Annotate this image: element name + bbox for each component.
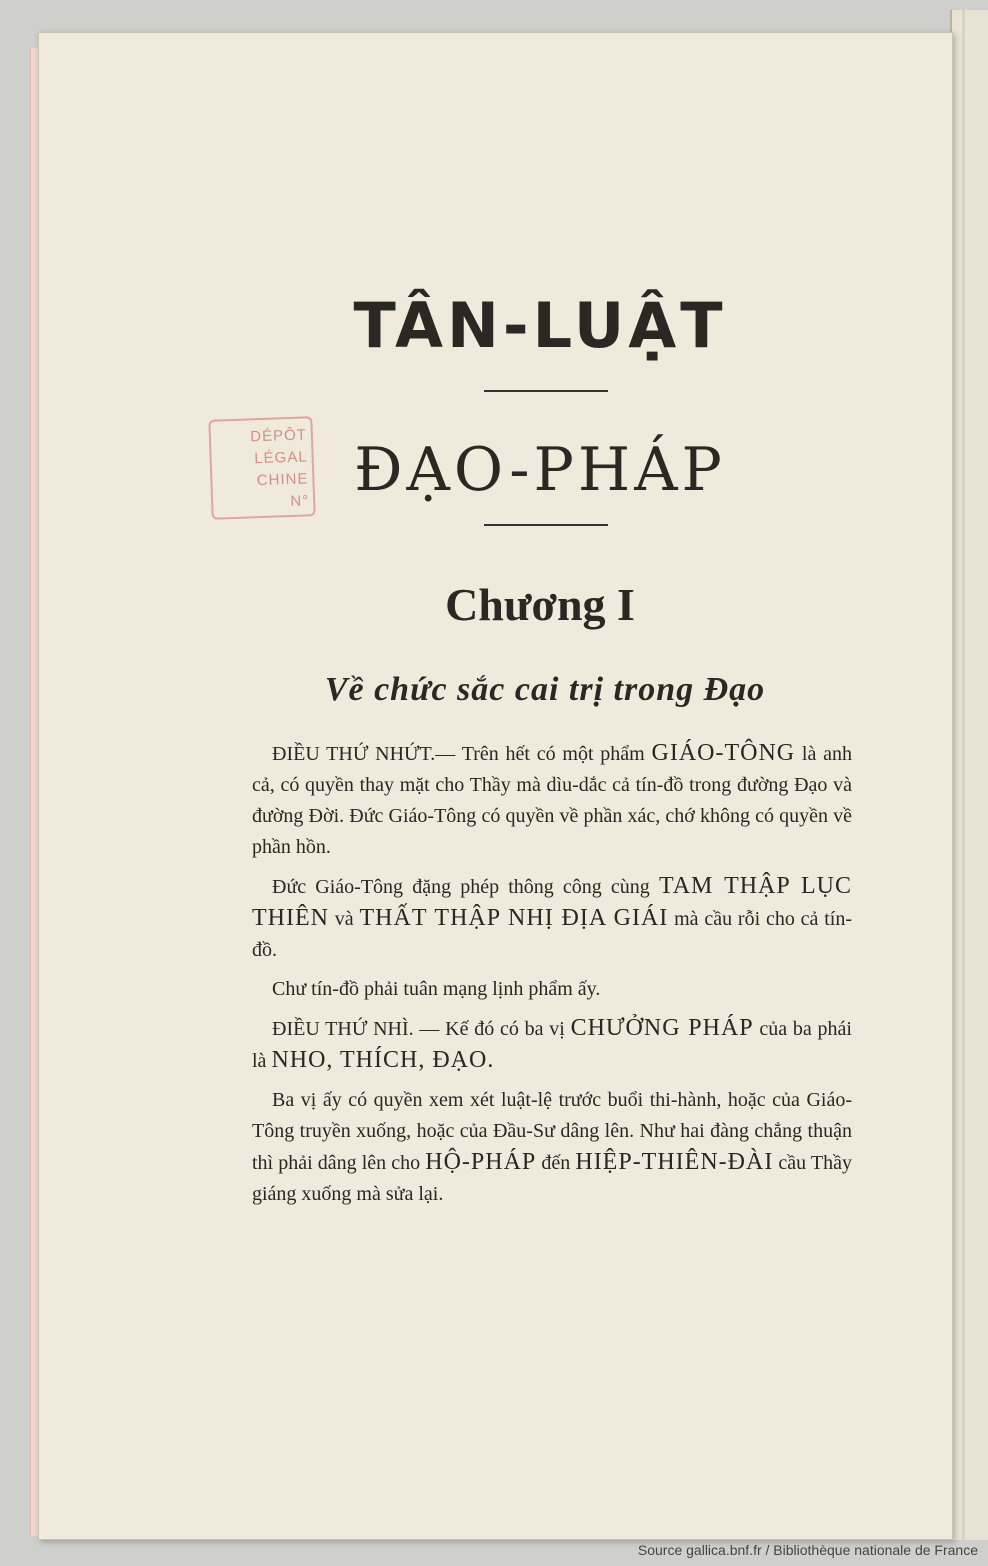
- text-run: của ba phái là: [252, 1018, 852, 1072]
- stamp-line-2: CHINE: [256, 470, 309, 490]
- paragraph-communion: [252, 871, 852, 966]
- title-divider: [484, 390, 608, 392]
- subtitle-divider: [484, 524, 608, 526]
- text-run: ĐIỀU THỨ NHÌ. — Kế đó có ba vị: [272, 1018, 571, 1040]
- source-credit: Source gallica.bnf.fr / Bibliothèque nationale de France: [637, 1542, 978, 1558]
- caps-term: HỘ-PHÁP: [425, 1149, 537, 1175]
- paragraph-obedience: Chư tín-đồ phải tuân mạng lịnh phẩm ấy.: [272, 978, 601, 1000]
- text-run: ĐIỀU THỨ NHỨT.— Trên hết có một phẩm: [272, 743, 652, 765]
- paragraph-review-powers: [252, 1085, 852, 1210]
- text-run: Ba vị ấy có quyền xem xét luật-lệ trước buổi thi-hành, hoặc của Giáo-Tông truyền xuống, hoặc của Đầu-Sư dâng lên. Như hai đàng chẳng thuận thì phải dâng lên cho: [252, 1089, 852, 1174]
- caps-term: THẤT THẬP NHỊ ĐỊA GIÁI: [359, 905, 669, 931]
- facing-page-edge: [950, 10, 988, 1540]
- text-run: mà cầu rỗi cho cả tín-đồ.: [252, 908, 852, 961]
- caps-term: GIÁO-TÔNG: [651, 740, 796, 766]
- caps-term: NHO, THÍCH, ĐẠO.: [271, 1047, 495, 1073]
- text-run: cầu Thầy giáng xuống mà sửa lại.: [252, 1152, 853, 1205]
- stamp-line-3: N°: [290, 492, 310, 511]
- text-run: Đức Giáo-Tông đặng phép thông công cùng: [272, 876, 659, 898]
- chapter-heading: Chương I: [445, 579, 635, 630]
- document-subtitle: ĐẠO-PHÁP: [354, 435, 726, 505]
- caps-term: CHƯỞNG PHÁP: [570, 1015, 754, 1041]
- caps-term: TAM THẬP LỤC THIÊN: [252, 873, 852, 931]
- paragraph-article-2: [252, 1013, 852, 1077]
- text-run: là anh cả, có quyền thay mặt cho Thầy mà dìu-dắc cả tín-đồ trong đường Đạo và đường Đời. Đức Giáo-Tông có quyền về phần xác, chớ không có quyền về phần hồn.: [252, 743, 853, 858]
- text-run: đến: [536, 1152, 576, 1174]
- paragraph-article-1: [252, 738, 852, 863]
- text-run: và: [328, 908, 360, 930]
- document-title: TÂN-LUẬT: [353, 289, 727, 362]
- stamp-line-1: DÉPÔT LÉGAL: [249, 426, 308, 468]
- page-fold: [962, 10, 965, 1540]
- section-heading: Về chức sắc cai trị trong Đạo: [324, 671, 766, 708]
- caps-term: HIỆP-THIÊN-ĐÀI: [575, 1149, 774, 1175]
- document-body: [252, 738, 852, 1218]
